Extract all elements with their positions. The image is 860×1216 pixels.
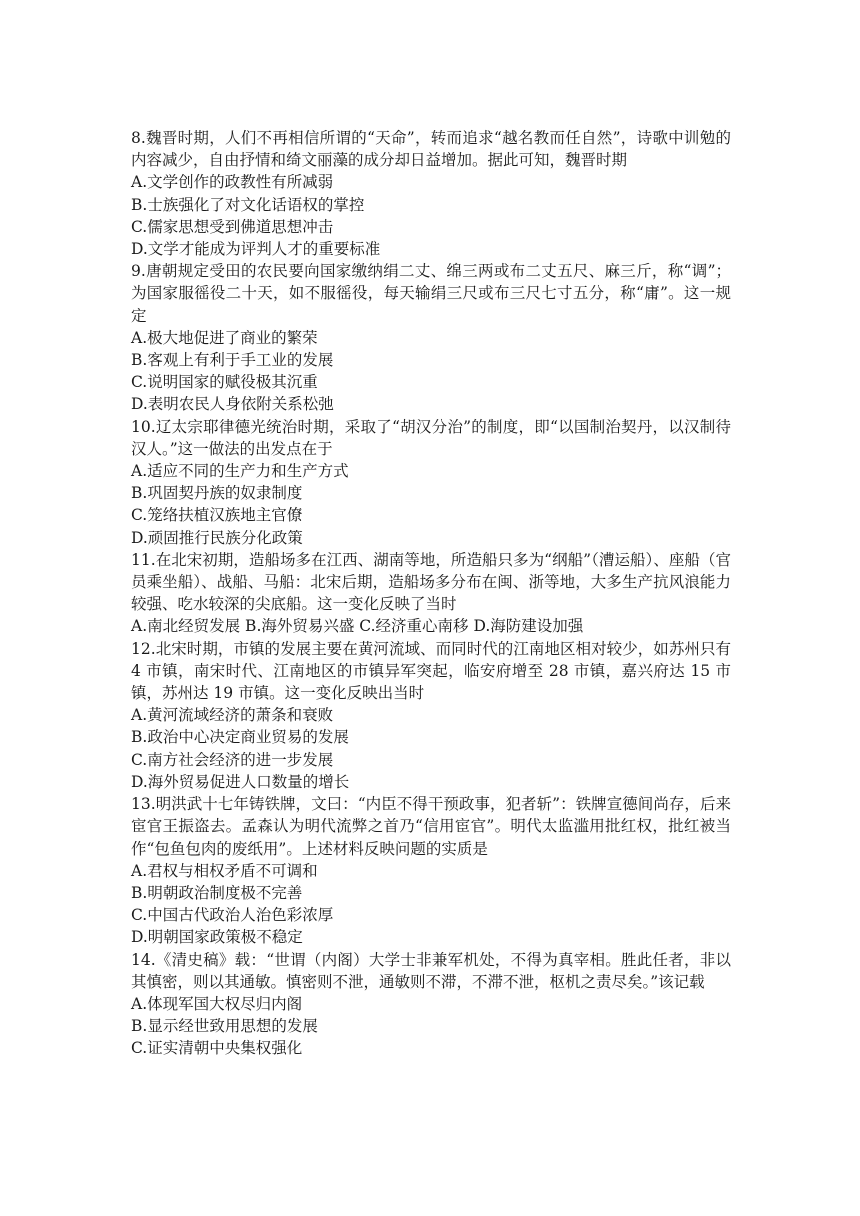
question-10 — [131, 416, 731, 549]
option-d: D.文学才能成为评判人才的重要标准 — [131, 240, 381, 259]
option-c: C.笼络扶植汉族地主官僚 — [131, 506, 303, 525]
question-13 — [131, 793, 731, 948]
question-stem: 12.北宋时期，市镇的发展主要在黄河流域、而同时代的江南地区相对较少，如苏州只有 4 市镇，南宋时代、江南地区的市镇异军突起，临安府增至 28 市镇，嘉兴府达 15 市镇，苏州达 19 市镇。这一变化反映出当时 — [131, 639, 731, 703]
option-d: D.海外贸易促进人口数量的增长 — [131, 772, 350, 791]
option-d: D.明朝国家政策极不稳定 — [131, 928, 303, 947]
exam-page — [131, 127, 731, 1060]
option-b: B.明朝政治制度极不完善 — [131, 883, 303, 902]
option-a: A.君权与相权矛盾不可调和 — [131, 861, 318, 880]
option-b: B.士族强化了对文化话语权的掌控 — [131, 195, 365, 214]
option-b: B.巩固契丹族的奴隶制度 — [131, 484, 303, 503]
question-12 — [131, 638, 731, 793]
question-stem: 14.《清史稿》载：“世谓（内阁）大学士非兼军机处，不得为真宰相。胜此任者，非以其慎密，则以其通敏。慎密则不泄，通敏则不滞，不滞不泄，枢机之责尽矣。”该记载 — [131, 950, 731, 991]
option-c: C.南方社会经济的进一步发展 — [131, 750, 334, 769]
option-a: A.极大地促进了商业的繁荣 — [131, 328, 318, 347]
option-d: D.顽固推行民族分化政策 — [131, 528, 303, 547]
option-b: B.客观上有利于手工业的发展 — [131, 351, 334, 370]
question-stem: 8.魏晋时期，人们不再相信所谓的“天命”，转而追求“越名教而任自然”，诗歌中训勉的内容减少，自由抒情和绮文丽藻的成分却日益增加。据此可知，魏晋时期 — [131, 129, 731, 170]
question-9 — [131, 260, 731, 415]
option-a: A.文学创作的政教性有所减弱 — [131, 173, 334, 192]
question-11 — [131, 549, 731, 638]
option-b: B.显示经世致用思想的发展 — [131, 1017, 318, 1036]
question-stem: 9.唐朝规定受田的农民要向国家缴纳绢二丈、绵三两或布二丈五尺、麻三斤，称“调”；为国家服徭役二十天，如不服徭役，每天输绢三尺或布三尺七寸五分，称“庸”。这一规定 — [131, 262, 731, 325]
option-d: D.表明农民人身依附关系松弛 — [131, 395, 334, 414]
question-stem: 10.辽太宗耶律德光统治时期，采取了“胡汉分治”的制度，即“以国制治契丹，以汉制待汉人。”这一做法的出发点在于 — [131, 417, 731, 458]
option-c: C.中国古代政治人治色彩浓厚 — [131, 906, 334, 925]
option-a: A.黄河流域经济的萧条和衰败 — [131, 706, 334, 725]
option-c: C.儒家思想受到佛道思想冲击 — [131, 217, 334, 236]
option-c: C.说明国家的赋役极其沉重 — [131, 373, 318, 392]
option-b: B.政治中心决定商业贸易的发展 — [131, 728, 349, 747]
option-c: C.证实清朝中央集权强化 — [131, 1039, 303, 1058]
question-stem: 11.在北宋初期，造船场多在江西、湖南等地，所造船只多为“纲船”（漕运船）、座船（官员乘坐船）、战船、马船：北宋后期，造船场多分布在闽、浙等地，大多生产抗风浪能力较强、吃水较深的尖底船。这一变化反映了当时 — [131, 550, 731, 614]
question-14 — [131, 949, 731, 1060]
options-inline: A.南北经贸发展 B.海外贸易兴盛 C.经济重心南移 D.海防建设加强 — [131, 617, 584, 636]
question-stem: 13.明洪武十七年铸铁牌，文曰：“内臣不得干预政事，犯者斩”：铁牌宣德间尚存，后来宦官王振盗去。孟森认为明代流弊之首乃“信用宦官”。明代太监滥用批红权，批红被当作“包鱼包肉的废纸用”。上述材料反映问题的实质是 — [131, 795, 731, 858]
option-a: A.适应不同的生产力和生产方式 — [131, 462, 349, 481]
question-8 — [131, 127, 731, 260]
option-a: A.体现军国大权尽归内阁 — [131, 994, 303, 1013]
